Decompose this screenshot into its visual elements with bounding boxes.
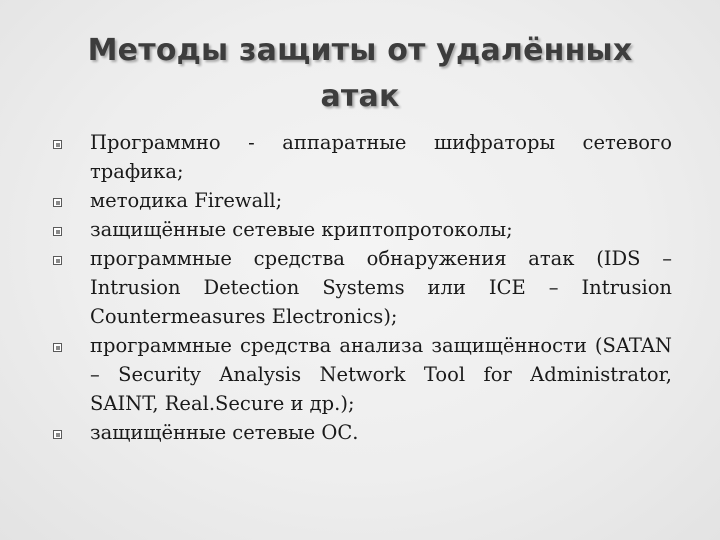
list-item	[48, 128, 672, 186]
list-item-text: методика Firewall;	[90, 189, 283, 212]
square-bullet-icon	[53, 430, 62, 439]
bullet-list	[48, 128, 672, 447]
square-bullet-icon	[53, 198, 62, 207]
list-item	[48, 418, 672, 447]
list-item	[48, 244, 672, 331]
square-bullet-icon	[53, 140, 62, 149]
square-bullet-icon	[53, 256, 62, 265]
list-item	[48, 186, 672, 215]
slide-title: Методы защиты от удалённых атак	[87, 33, 633, 114]
list-item	[48, 331, 672, 418]
square-bullet-icon	[53, 343, 62, 352]
square-bullet-icon	[53, 227, 62, 236]
list-item-text: Программно - аппаратные шифраторы сетевого трафика;	[90, 131, 672, 183]
list-item-text: защищённые сетевые криптопротоколы;	[90, 218, 513, 241]
list-item-text: защищённые сетевые ОС.	[90, 421, 359, 444]
list-item-text: программные средства анализа защищённости (SATAN – Security Analysis Network Tool for Administrator, SAINT, Real.Secure и др.);	[90, 334, 672, 415]
list-item-text: программные средства обнаружения атак (IDS – Intrusion Detection Systems или ICE – Intrusion Countermeasures Electronics);	[90, 247, 672, 328]
list-item	[48, 215, 672, 244]
